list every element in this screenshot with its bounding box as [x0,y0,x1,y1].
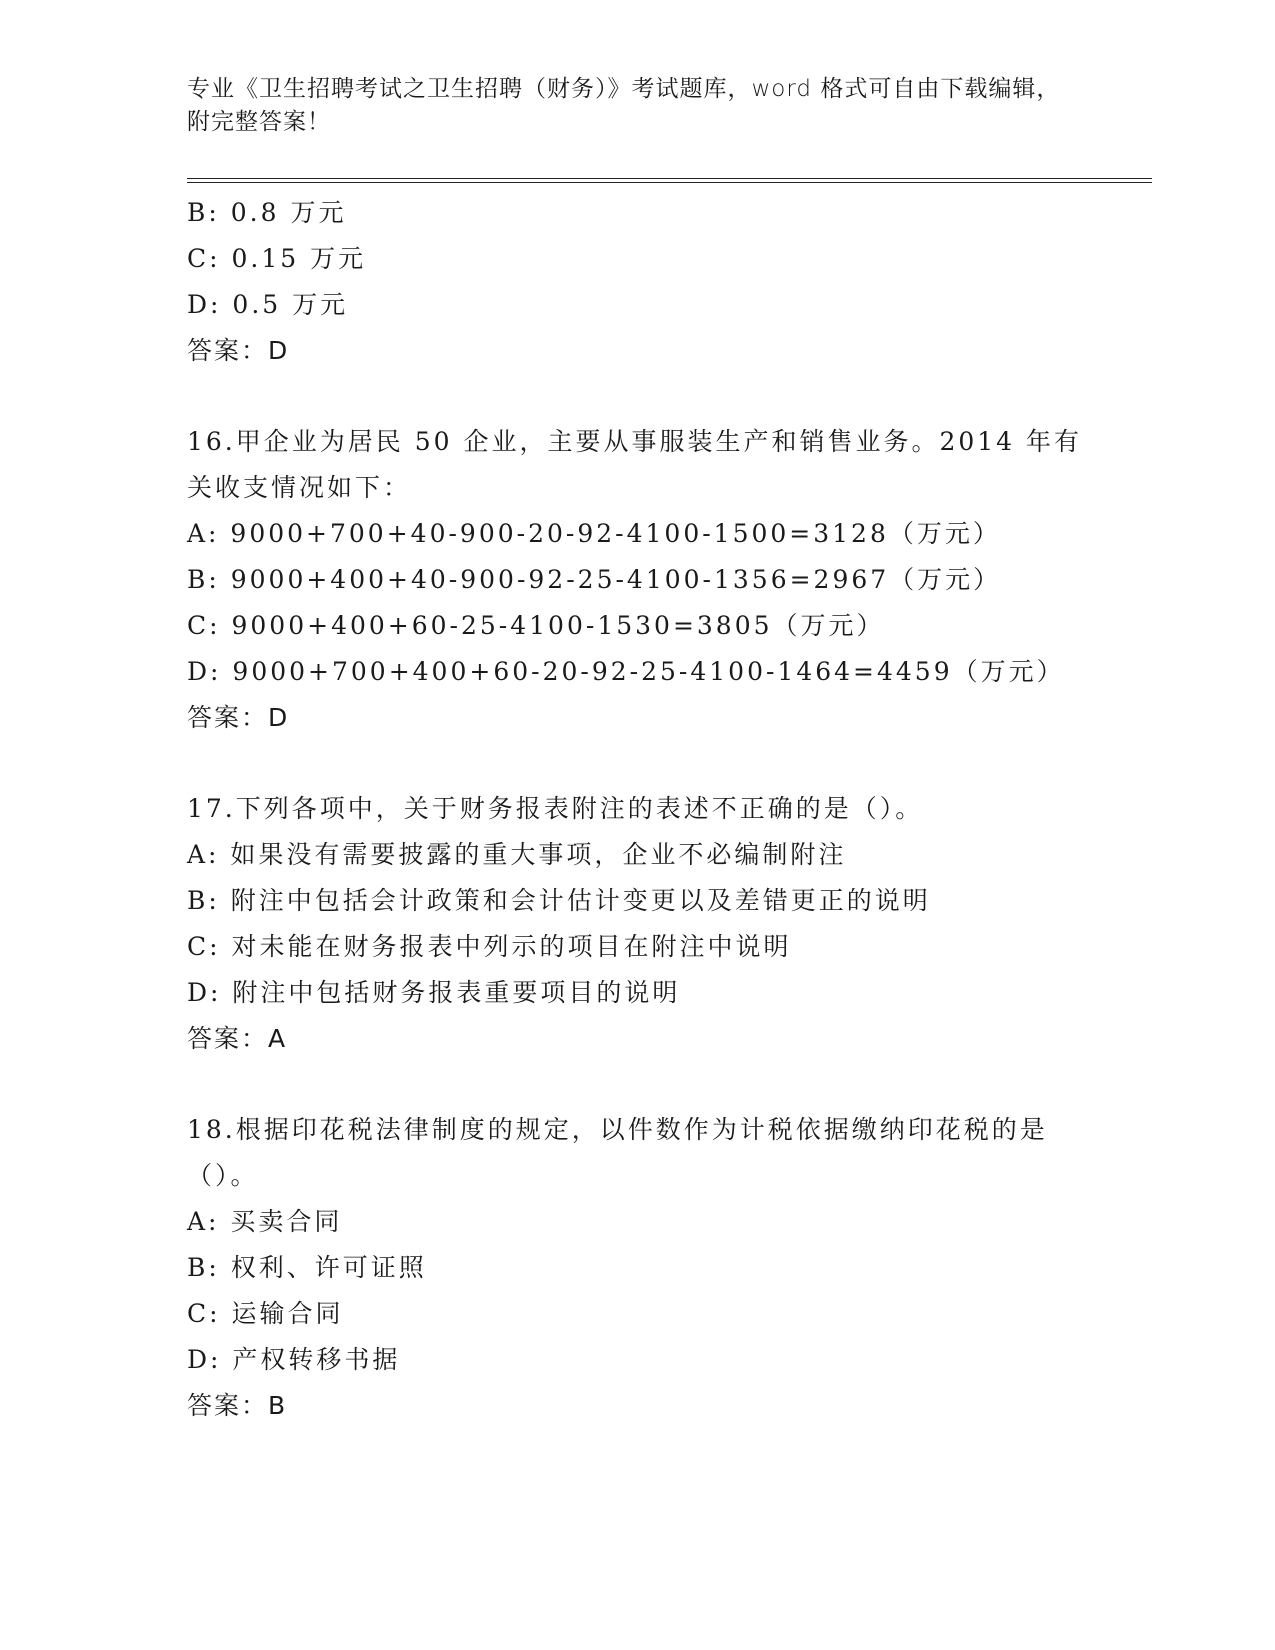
option-b: B: 权利、许可证照 [187,1253,427,1282]
question-stem: 18.根据印花税法律制度的规定，以件数作为计税依据缴纳印花税的是（）。 [187,1115,1048,1190]
option-c: C: 运输合同 [187,1299,344,1328]
option-c: C: 0.15 万元 [187,244,367,273]
option-a: A: 如果没有需要披露的重大事项，企业不必编制附注 [187,840,847,869]
question-stem: 16.甲企业为居民 50 企业，主要从事服装生产和销售业务。2014 年有关收支情况如下： [187,427,1083,502]
option-b: B: 0.8 万元 [187,198,347,227]
option-c: C: 对未能在财务报表中列示的项目在附注中说明 [187,932,792,961]
option-d: D: 9000+700+400+60-20-92-25-4100-1464=4459（万元） [187,657,1065,686]
previous-question-block [187,190,1087,374]
document-body [187,190,1087,1429]
option-b: B: 附注中包括会计政策和会计估计变更以及差错更正的说明 [187,886,931,915]
option-a: A: 买卖合同 [187,1207,343,1236]
answer-line: 答案：D [187,336,290,365]
answer-line: 答案：A [187,1024,288,1053]
option-d: D: 产权转移书据 [187,1345,401,1374]
option-b: B: 9000+400+40-900-92-25-4100-1356=2967（万元） [187,565,1002,594]
answer-line: 答案：B [187,1391,288,1420]
question-17 [187,786,1087,1062]
option-c: C: 9000+400+60-25-4100-1530=3805（万元） [187,611,885,640]
question-stem: 17.下列各项中，关于财务报表附注的表述不正确的是（）。 [187,794,924,823]
header-rule-bottom [187,182,1152,183]
option-d: D: 附注中包括财务报表重要项目的说明 [187,978,681,1007]
option-a: A: 9000+700+40-900-20-92-4100-1500=3128（万元） [187,519,1001,548]
question-16 [187,419,1087,741]
option-d: D: 0.5 万元 [187,290,349,319]
document-header: 专业《卫生招聘考试之卫生招聘（财务）》考试题库，word 格式可自由下载编辑，附完整答案！ [187,76,1061,135]
answer-line: 答案：D [187,703,290,732]
header-rule-top [187,178,1152,179]
question-18 [187,1107,1087,1429]
